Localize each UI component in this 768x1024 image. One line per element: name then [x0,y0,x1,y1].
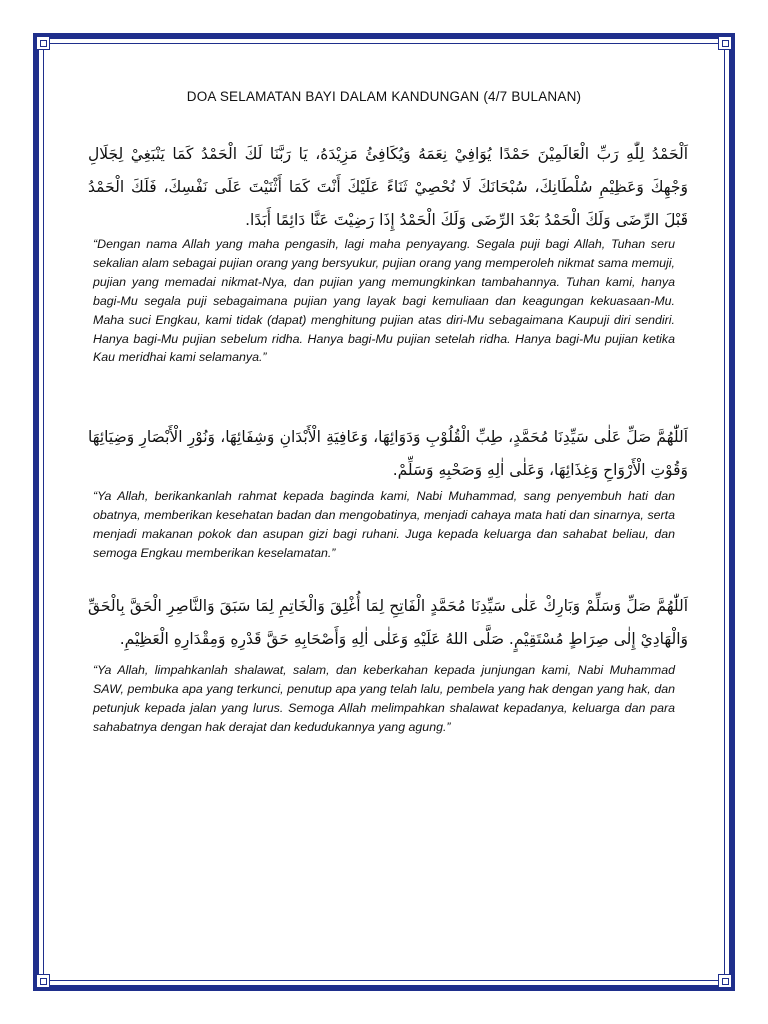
translation-1: “Dengan nama Allah yang maha pengasih, lagi maha penyayang. Segala puji bagi Allah, Tuhan seru sekalian alam sebagai pujian orang yang bersyukur, pujian orang yang memperoleh nikmat sama memuji, pujian yang memadai nikmat-Nya, dan pujian yang memungkinkan tambahannya. Tuhan kami, hanya bagi-Mu segala puji sebagaimana pujian yang layak bagi kemuliaan dan keagungan kekuasaan-Mu. Maha suci Engkau, kami tidak (dapat) menghitung pujian atas diri-Mu sebagaimana Kaupuji diri sendiri. Hanya bagi-Mu pujian sebelum ridha. Hanya bagi-Mu pujian setelah ridha. Hanya bagi-Mu pujian ketika Kau meridhai kami selamanya.” [93,237,675,365]
corner-ornament-top-right [718,36,732,50]
translation-3: “Ya Allah, limpahkanlah shalawat, salam, dan keberkahan kepada junjungan kami, Nabi Muhammad SAW, pembuka apa yang terkunci, penutup apa yang telah lalu, pembela yang hak dengan yang hak, dan petunjuk kepada jalan yang lurus. Semoga Allah melimpahkan shalawat kepadanya, keluarga dan para sahabatnya dengan hak derajat dan kedudukannya yang agung.” [93,663,675,734]
corner-ornament-bottom-right [718,974,732,988]
document-title: DOA SELAMATAN BAYI DALAM KANDUNGAN (4/7 BULANAN) [186,89,582,104]
arabic-prayer-2: اَللّٰهُمَّ صَلِّ عَلٰى سَيِّدِنَا مُحَمَّدٍ، طِبِّ الْقُلُوْبِ وَدَوَائِهَا، وَعَافِيَةِ الْأَبْدَانِ وَشِفَائِهَا، وَنُوْرِ الْأَبْصَارِ وَضِيَائِهَا وَقُوْتِ الْأَرْوَاحِ وَغِذَائِهَا، وَعَلٰى اٰلِهِ وَصَحْبِهِ وَسَلِّمْ. [88,428,688,479]
corner-ornament-bottom-left [36,974,50,988]
translation-2: “Ya Allah, berikankanlah rahmat kepada baginda kami, Nabi Muhammad, sang penyembuh hati dan obatnya, memberikan kesehatan badan dan mengobatinya, menjadi cahaya mata hati dan sinarnya, serta menjadi makanan pokok dan asupan gizi bagi ruhani. Juga kepada keluarga dan sahabat beliau, dan semoga Engkau memberikan keselamatan.” [93,489,675,560]
corner-ornament-top-left [36,36,50,50]
arabic-prayer-1: اَلْحَمْدُ لِلّٰهِ رَبِّ الْعَالَمِيْنَ حَمْدًا يُوَافِيْ نِعَمَهُ وَيُكَافِئُ مَزِيْدَهُ، يَا رَبَّنَا لَكَ الْحَمْدُ كَمَا يَنْبَغِيْ لِجَلَالِ وَجْهِكَ وَعَظِيْمِ سُلْطَانِكَ، سُبْحَانَكَ لَا نُحْصِيْ ثَنَاءً عَلَيْكَ أَنْتَ كَمَا أَثْنَيْتَ عَلَى نَفْسِكَ، فَلَكَ الْحَمْدُ قَبْلَ الرِّضَى وَلَكَ الْحَمْدُ بَعْدَ الرِّضَى وَلَكَ الْحَمْدُ إِذَا رَضِيْتَ عَنَّا دَائِمًا أَبَدًا. [88,145,688,229]
arabic-prayer-3: اَللّٰهُمَّ صَلِّ وَسَلِّمْ وَبَارِكْ عَلٰى سَيِّدِنَا مُحَمَّدٍ الْفَاتِحِ لِمَا أُغْلِقَ وَالْخَاتِمِ لِمَا سَبَقَ وَالنَّاصِرِ الْحَقَّ بِالْحَقِّ وَالْهَادِيْ إِلٰى صِرَاطٍ مُسْتَقِيْمٍ. صَلَّى اللهُ عَلَيْهِ وَعَلٰى اٰلِهِ وَأَصْحَابِهِ حَقَّ قَدْرِهِ وَمِقْدَارِهِ الْعَظِيْمِ. [88,597,688,648]
